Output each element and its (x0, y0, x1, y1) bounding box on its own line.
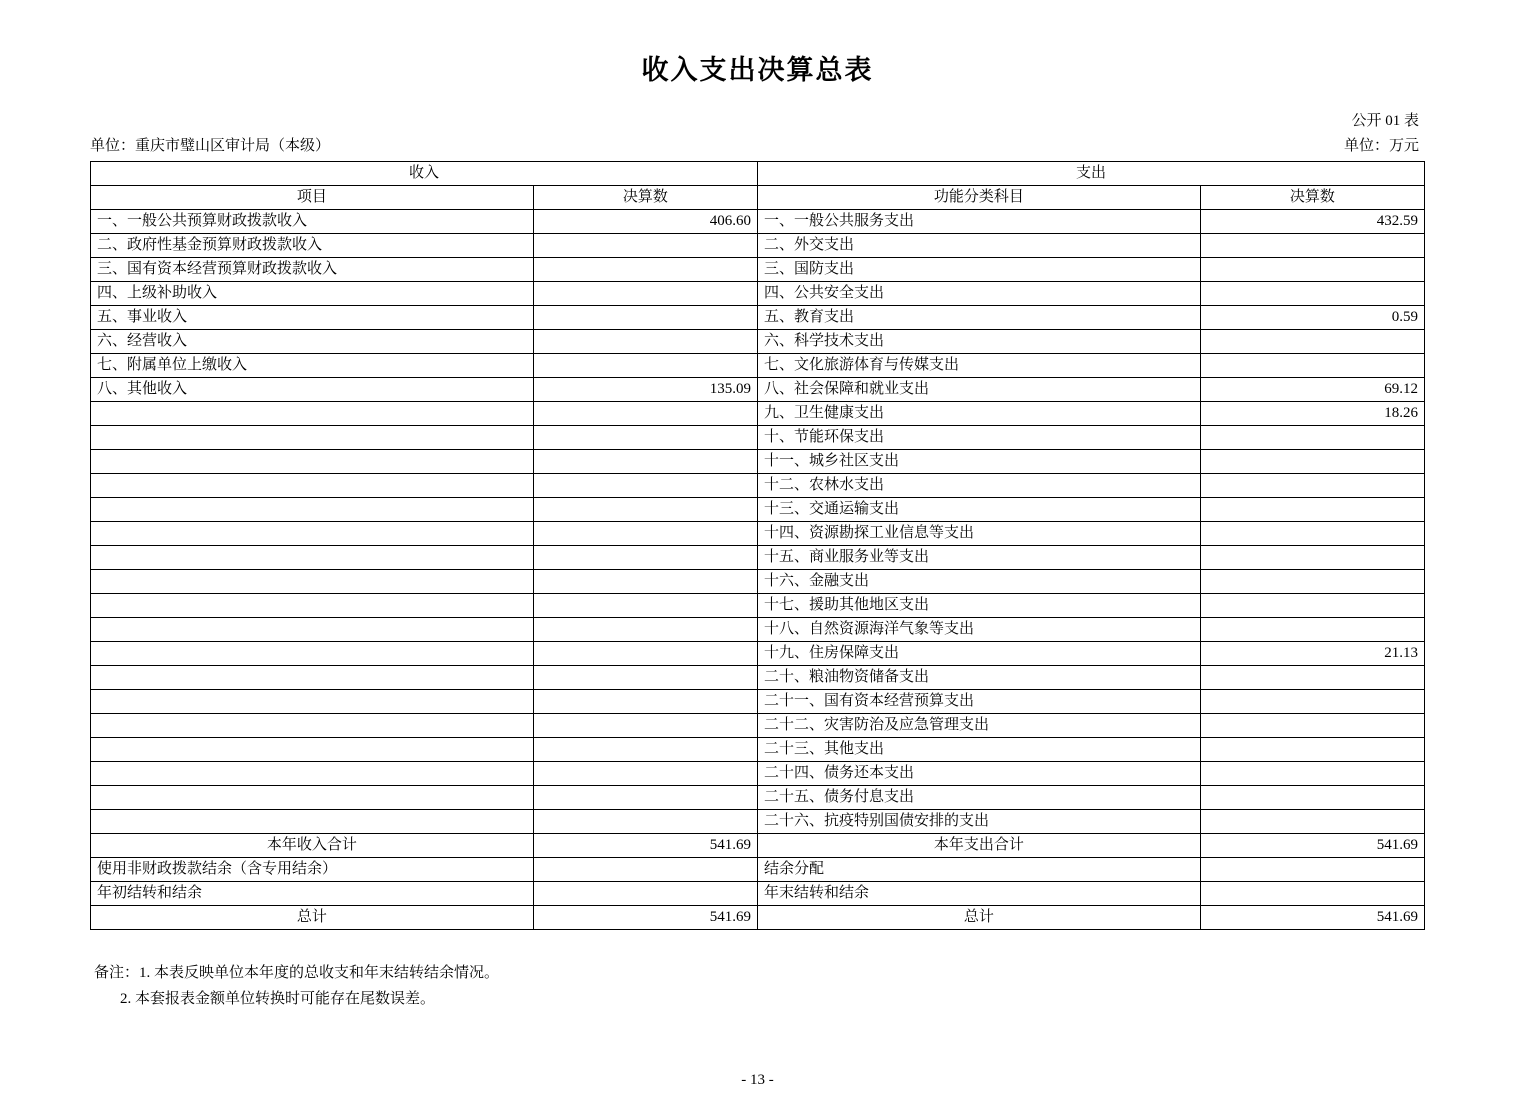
income-item-label (91, 810, 534, 834)
summary-row (91, 882, 1425, 906)
income-item-label: 七、附属单位上缴收入 (91, 354, 534, 378)
table-row (91, 330, 1425, 354)
expense-item-amount (1200, 258, 1424, 282)
table-row (91, 522, 1425, 546)
summary-row (91, 906, 1425, 930)
table-row (91, 810, 1425, 834)
expense-item-amount (1200, 282, 1424, 306)
table-row (91, 642, 1425, 666)
income-item-amount (533, 354, 757, 378)
income-item-label: 一、一般公共预算财政拨款收入 (91, 210, 534, 234)
income-item-label (91, 570, 534, 594)
income-item-amount (533, 714, 757, 738)
table-row (91, 762, 1425, 786)
summary-row (91, 858, 1425, 882)
income-item-amount (533, 306, 757, 330)
expense-item-amount (1200, 618, 1424, 642)
income-item-amount (533, 498, 757, 522)
note-line-2: 2. 本套报表金额单位转换时可能存在尾数误差。 (120, 991, 436, 1007)
summary-income-amount: 541.69 (533, 906, 757, 930)
income-item-amount (533, 426, 757, 450)
summary-expense-label: 年末结转和结余 (757, 882, 1200, 906)
expense-item-amount (1200, 786, 1424, 810)
expense-item-amount (1200, 810, 1424, 834)
income-item-amount (533, 522, 757, 546)
expense-item-amount (1200, 522, 1424, 546)
income-item-label (91, 618, 534, 642)
summary-income-label: 使用非财政拨款结余（含专用结余） (91, 858, 534, 882)
income-item-amount (533, 594, 757, 618)
summary-income-amount (533, 858, 757, 882)
summary-income-amount (533, 882, 757, 906)
income-item-label: 六、经营收入 (91, 330, 534, 354)
income-item-label (91, 666, 534, 690)
notes-block (90, 960, 1425, 1012)
expense-item-amount: 21.13 (1200, 642, 1424, 666)
expense-item-amount (1200, 426, 1424, 450)
table-row (91, 210, 1425, 234)
summary-income-label: 总计 (91, 906, 534, 930)
group-header-row (91, 162, 1425, 186)
summary-income-label: 年初结转和结余 (91, 882, 534, 906)
table-row (91, 426, 1425, 450)
income-item-amount (533, 642, 757, 666)
expense-item-label: 十六、金融支出 (757, 570, 1200, 594)
income-item-amount (533, 474, 757, 498)
income-item-label (91, 450, 534, 474)
expense-item-label: 十四、资源勘探工业信息等支出 (757, 522, 1200, 546)
expense-item-label: 三、国防支出 (757, 258, 1200, 282)
expense-item-amount (1200, 474, 1424, 498)
income-item-label: 五、事业收入 (91, 306, 534, 330)
summary-expense-amount: 541.69 (1200, 906, 1424, 930)
table-row (91, 474, 1425, 498)
expense-item-amount (1200, 354, 1424, 378)
income-item-label (91, 762, 534, 786)
income-item-label (91, 738, 534, 762)
table-row (91, 498, 1425, 522)
expense-item-label: 九、卫生健康支出 (757, 402, 1200, 426)
table-head (91, 162, 1425, 210)
summary-expense-amount (1200, 882, 1424, 906)
table-row (91, 786, 1425, 810)
income-item-label (91, 690, 534, 714)
income-item-label (91, 402, 534, 426)
note-line-1: 备注：1. 本表反映单位本年度的总收支和年末结转结余情况。 (94, 965, 500, 981)
document-page (0, 48, 1515, 1117)
income-item-amount (533, 258, 757, 282)
income-item-amount (533, 282, 757, 306)
income-item-label: 四、上级补助收入 (91, 282, 534, 306)
table-row (91, 378, 1425, 402)
summary-expense-label: 结余分配 (757, 858, 1200, 882)
income-item-label: 三、国有资本经营预算财政拨款收入 (91, 258, 534, 282)
expense-item-amount (1200, 546, 1424, 570)
income-item-amount (533, 762, 757, 786)
expense-item-label: 二十二、灾害防治及应急管理支出 (757, 714, 1200, 738)
table-row (91, 714, 1425, 738)
income-item-amount (533, 570, 757, 594)
expense-item-label: 二十三、其他支出 (757, 738, 1200, 762)
table-row (91, 618, 1425, 642)
expense-item-label: 二十、粮油物资储备支出 (757, 666, 1200, 690)
income-item-label (91, 546, 534, 570)
income-item-amount (533, 402, 757, 426)
summary-income-label: 本年收入合计 (91, 834, 534, 858)
table-row (91, 354, 1425, 378)
income-item-label (91, 474, 534, 498)
expense-item-amount: 0.59 (1200, 306, 1424, 330)
income-item-amount (533, 690, 757, 714)
expense-item-amount (1200, 570, 1424, 594)
income-item-label (91, 498, 534, 522)
table-row (91, 282, 1425, 306)
table-row (91, 738, 1425, 762)
income-item-amount (533, 618, 757, 642)
column-header-row (91, 186, 1425, 210)
income-item-label: 二、政府性基金预算财政拨款收入 (91, 234, 534, 258)
column-header-expense-amount: 决算数 (1200, 186, 1424, 210)
income-item-label (91, 594, 534, 618)
expense-item-label: 五、教育支出 (757, 306, 1200, 330)
summary-expense-label: 本年支出合计 (757, 834, 1200, 858)
expense-item-amount: 432.59 (1200, 210, 1424, 234)
expense-item-amount (1200, 594, 1424, 618)
expense-item-amount: 18.26 (1200, 402, 1424, 426)
income-item-label (91, 642, 534, 666)
table-row (91, 402, 1425, 426)
income-item-amount (533, 786, 757, 810)
income-item-amount (533, 234, 757, 258)
table-row (91, 690, 1425, 714)
expense-item-amount (1200, 450, 1424, 474)
income-item-amount (533, 810, 757, 834)
expense-item-amount (1200, 666, 1424, 690)
expense-item-label: 十三、交通运输支出 (757, 498, 1200, 522)
summary-expense-amount (1200, 858, 1424, 882)
expense-item-amount (1200, 330, 1424, 354)
meta-row (90, 134, 1425, 155)
income-item-amount (533, 450, 757, 474)
summary-expense-amount: 541.69 (1200, 834, 1424, 858)
expense-item-label: 二十五、债务付息支出 (757, 786, 1200, 810)
expense-item-label: 一、一般公共服务支出 (757, 210, 1200, 234)
expense-item-amount (1200, 714, 1424, 738)
expense-item-label: 十、节能环保支出 (757, 426, 1200, 450)
summary-row (91, 834, 1425, 858)
income-item-amount (533, 546, 757, 570)
income-item-amount: 135.09 (533, 378, 757, 402)
summary-income-amount: 541.69 (533, 834, 757, 858)
expense-item-label: 十五、商业服务业等支出 (757, 546, 1200, 570)
column-header-expense-item: 功能分类科目 (757, 186, 1200, 210)
expense-item-label: 十二、农林水支出 (757, 474, 1200, 498)
group-header-income: 收入 (91, 162, 758, 186)
column-header-income-item: 项目 (91, 186, 534, 210)
table-row (91, 258, 1425, 282)
table-row (91, 666, 1425, 690)
expense-item-label: 七、文化旅游体育与传媒支出 (757, 354, 1200, 378)
group-header-expenditure: 支出 (757, 162, 1424, 186)
income-item-label (91, 426, 534, 450)
expense-item-label: 二、外交支出 (757, 234, 1200, 258)
expense-item-amount (1200, 690, 1424, 714)
column-header-income-amount: 决算数 (533, 186, 757, 210)
form-number: 公开 01 表 (1351, 113, 1419, 129)
expense-item-amount (1200, 738, 1424, 762)
expense-item-amount: 69.12 (1200, 378, 1424, 402)
income-item-amount (533, 666, 757, 690)
table-summary (91, 834, 1425, 930)
table-body (91, 210, 1425, 834)
income-item-amount (533, 738, 757, 762)
expense-item-label: 四、公共安全支出 (757, 282, 1200, 306)
income-item-amount: 406.60 (533, 210, 757, 234)
table-row (91, 306, 1425, 330)
table-row (91, 234, 1425, 258)
expense-item-label: 二十六、抗疫特别国债安排的支出 (757, 810, 1200, 834)
income-item-label: 八、其他收入 (91, 378, 534, 402)
table-row (91, 450, 1425, 474)
expense-item-label: 六、科学技术支出 (757, 330, 1200, 354)
summary-expense-label: 总计 (757, 906, 1200, 930)
income-item-label (91, 522, 534, 546)
expense-item-amount (1200, 498, 1424, 522)
expense-item-label: 十九、住房保障支出 (757, 642, 1200, 666)
income-item-label (91, 714, 534, 738)
expense-item-amount (1200, 234, 1424, 258)
expense-item-label: 二十四、债务还本支出 (757, 762, 1200, 786)
expense-item-label: 八、社会保障和就业支出 (757, 378, 1200, 402)
page-title: 收入支出决算总表 (641, 55, 874, 85)
expense-item-label: 十七、援助其他地区支出 (757, 594, 1200, 618)
budget-table (90, 161, 1425, 930)
expense-item-amount (1200, 762, 1424, 786)
table-row (91, 570, 1425, 594)
expense-item-label: 二十一、国有资本经营预算支出 (757, 690, 1200, 714)
income-item-label (91, 786, 534, 810)
unit-amount-label: 单位：万元 (1343, 138, 1419, 154)
unit-name-label: 单位：重庆市璧山区审计局（本级） (90, 138, 331, 154)
income-item-amount (533, 330, 757, 354)
expense-item-label: 十一、城乡社区支出 (757, 450, 1200, 474)
page-footer-number: - 13 - (741, 1072, 774, 1088)
expense-item-label: 十八、自然资源海洋气象等支出 (757, 618, 1200, 642)
table-row (91, 546, 1425, 570)
table-row (91, 594, 1425, 618)
